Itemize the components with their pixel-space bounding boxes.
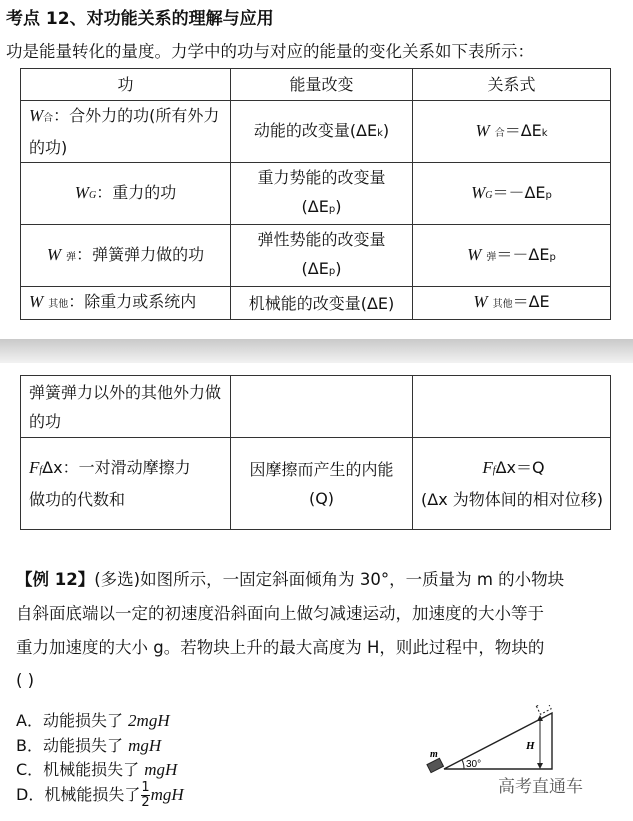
row-gravity-work: WG：重力的功 xyxy=(21,163,231,225)
example-line-4: ( ) xyxy=(16,671,35,690)
example-line-1: 【例 12】(多选)如图所示，一固定斜面倾角为 30°，一质量为 m 的小物块 xyxy=(16,570,565,589)
row-other-work: W 其他：除重力或系统内 xyxy=(21,287,231,320)
option-a[interactable]: A．动能损失了 2mgH xyxy=(16,711,170,730)
intro-text: 功是能量转化的量度。力学中的功与对应的能量的变化关系如下表所示： xyxy=(6,42,534,61)
incline-diagram xyxy=(420,705,620,775)
work-energy-table xyxy=(20,68,611,320)
empty-cell xyxy=(231,376,413,438)
header-energy: 能量改变 xyxy=(231,69,413,101)
row-net-work: W合：合外力的功(所有外力的功) xyxy=(21,101,231,163)
example-line-2: 自斜面底端以一定的初速度沿斜面向上做匀减速运动，加速度的大小等于 xyxy=(16,604,544,623)
row-other-work-continued: 弹簧弹力以外的其他外力做的功 xyxy=(21,376,231,438)
angle-label: 30° xyxy=(466,759,482,770)
block-top-dashed xyxy=(536,705,551,714)
fraction-half: $\frac{1}{2}$ xyxy=(141,780,150,810)
incline-triangle xyxy=(444,713,552,769)
row-spring-relation: W 弹＝－ΔEp xyxy=(413,225,611,287)
row-net-energy: 动能的改变量(ΔEk) xyxy=(231,101,413,163)
row-net-relation: W 合＝ΔEk xyxy=(413,101,611,163)
option-c[interactable]: C．机械能损失了 mgH xyxy=(16,760,178,779)
height-label: H xyxy=(526,740,535,752)
row-spring-work: W 弹：弹簧弹力做的功 xyxy=(21,225,231,287)
option-d[interactable]: D．机械能损失了 $\frac{1}{2}$ mgH xyxy=(16,780,184,810)
angle-arc xyxy=(462,760,464,769)
option-b[interactable]: B．动能损失了 mgH xyxy=(16,736,162,755)
row-other-relation: W 其他＝ΔE xyxy=(413,287,611,320)
empty-cell xyxy=(413,376,611,438)
watermark: 高考直通车 xyxy=(498,777,583,797)
block-bottom xyxy=(427,758,444,772)
row-friction-energy: 因摩擦而产生的内能 (Q) xyxy=(231,438,413,530)
row-friction-relation: FfΔx＝Q (Δx 为物体间的相对位移) xyxy=(413,438,611,530)
page-break-band xyxy=(0,339,633,363)
row-gravity-energy: 重力势能的改变量 (ΔEp) xyxy=(231,163,413,225)
example-line-3: 重力加速度的大小 g。若物块上升的最大高度为 H，则此过程中，物块的 xyxy=(16,638,545,657)
row-spring-energy: 弹性势能的改变量 (ΔEp) xyxy=(231,225,413,287)
section-title: 考点 12、对功能关系的理解与应用 xyxy=(6,9,274,29)
row-other-energy: 机械能的改变量(ΔE) xyxy=(231,287,413,320)
work-energy-table-continued xyxy=(20,375,611,530)
mass-label: m xyxy=(430,749,438,760)
header-work: 功 xyxy=(21,69,231,101)
row-friction-work: FfΔx：一对滑动摩擦力 做功的代数和 xyxy=(21,438,231,530)
row-gravity-relation: WG＝－ΔEp xyxy=(413,163,611,225)
header-relation: 关系式 xyxy=(413,69,611,101)
